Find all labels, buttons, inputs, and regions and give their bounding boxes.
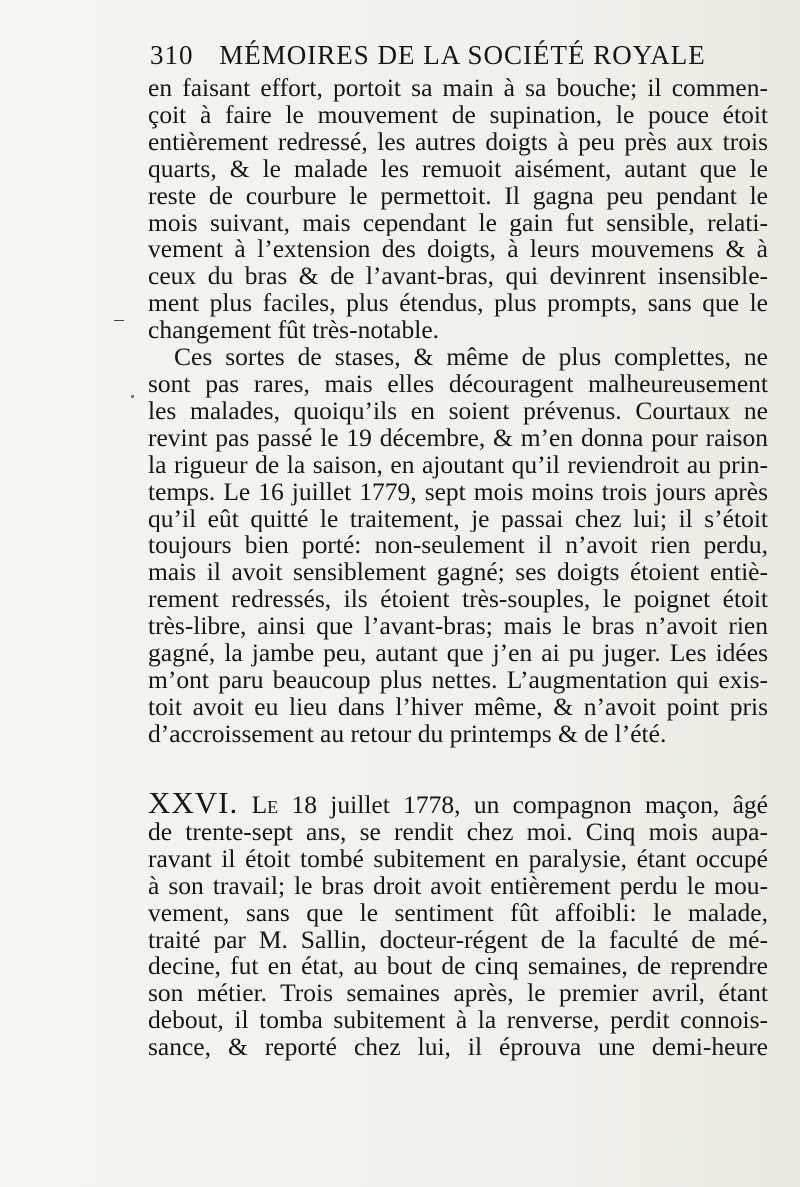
- text-line: sont pas rares, mais elles découragent malheureusement: [148, 370, 768, 398]
- text-line: à son travail; le bras droit avoit entièrement perdu le mou-: [148, 872, 768, 900]
- text-line: ravant il étoit tombé subitement en paralysie, étant occupé: [148, 845, 768, 873]
- text-line: vement, sans que le sentiment fût affoibli: le malade,: [148, 899, 768, 927]
- text-line: mois suivant, mais cependant le gain fut sensible, relati-: [148, 209, 768, 237]
- text-line: mais il avoit sensiblement gagné; ses doigts étoient entiè-: [148, 559, 768, 587]
- margin-dot: [131, 395, 134, 398]
- text-line: la rigueur de la saison, en ajoutant qu’il reviendroit au prin-: [148, 451, 768, 479]
- running-title: MÉMOIRES DE LA SOCIÉTÉ ROYALE: [219, 40, 706, 70]
- section-numeral: XXVI.: [148, 790, 239, 819]
- text-line: toit avoit eu lieu dans l’hiver même, & n’avoit point pris: [148, 693, 768, 721]
- text-line: les malades, quoiqu’ils en soient prévenus. Courtaux ne: [148, 397, 768, 425]
- text-line: revint pas passé le 19 décembre, & m’en donna pour raison: [148, 424, 768, 452]
- text-line: toujours bien porté: non-seulement il n’avoit rien perdu,: [148, 532, 768, 560]
- text-line: debout, il tomba subitement à la renverse, perdit connois-: [148, 1007, 768, 1035]
- text-line: très-libre, ainsi que l’avant-bras; mais le bras n’avoit rien: [148, 613, 768, 641]
- text-line: qu’il eût quitté le traitement, je passai chez lui; il s’étoit: [148, 505, 768, 533]
- section-xxvi: [148, 790, 768, 1061]
- text-line: de trente-sept ans, se rendit chez moi. Cinq mois aupa-: [148, 818, 768, 846]
- text-line: d’accroissement au retour du printemps & de l’été.: [148, 720, 667, 748]
- text-line: rement redressés, ils étoient très-souples, le poignet étoit: [148, 586, 768, 614]
- paragraph-start: Ces sortes de stases, & même de plus complettes, ne: [174, 344, 768, 371]
- text-line: reste de courbure le permettoit. Il gagna peu pendant le: [148, 182, 768, 210]
- section-first-word: Le: [251, 790, 279, 819]
- margin-mark: [114, 320, 124, 321]
- text-line: m’ont paru beaucoup plus nettes. L’augmentation qui exis-: [148, 666, 768, 694]
- text-line: decine, fut en état, au bout de cinq semaines, de reprendre: [148, 953, 768, 981]
- text-line: quarts, & le malade les remuoit aisément, autant que le: [148, 155, 768, 183]
- text-line: traité par M. Sallin, docteur-régent de la faculté de mé-: [148, 926, 768, 954]
- text-line: çoit à faire le mouvement de supination, le pouce étoit: [148, 101, 768, 129]
- text-line: ceux du bras & de l’avant-bras, qui devinrent insensible-: [148, 263, 768, 291]
- text-line: ment plus faciles, plus étendus, plus prompts, sans que le: [148, 290, 768, 318]
- text-line: gagné, la jambe peu, autant que j’en ai pu juger. Les idées: [148, 640, 768, 667]
- text-line: en faisant effort, portoit sa main à sa bouche; il commen-: [148, 75, 768, 102]
- text-line: vement à l’extension des doigts, à leurs mouvemens & à: [148, 236, 768, 264]
- text-line: sance, & reporté chez lui, il éprouva une demi-heure: [148, 1034, 768, 1062]
- body-text: [148, 75, 768, 748]
- text-line: changement fût très-notable.: [148, 317, 440, 345]
- section-first-line-text: 18 juillet 1778, un compagnon maçon, âgé: [291, 790, 768, 819]
- text-line: temps. Le 16 juillet 1779, sept mois moins trois jours après: [148, 478, 768, 506]
- section-first-line: [148, 790, 768, 819]
- running-head: [150, 40, 780, 71]
- text-line: entièrement redressé, les autres doigts à peu près aux trois: [148, 128, 768, 156]
- text-line: son métier. Trois semaines après, le premier avril, étant: [148, 980, 768, 1008]
- page-number: 310: [150, 40, 194, 70]
